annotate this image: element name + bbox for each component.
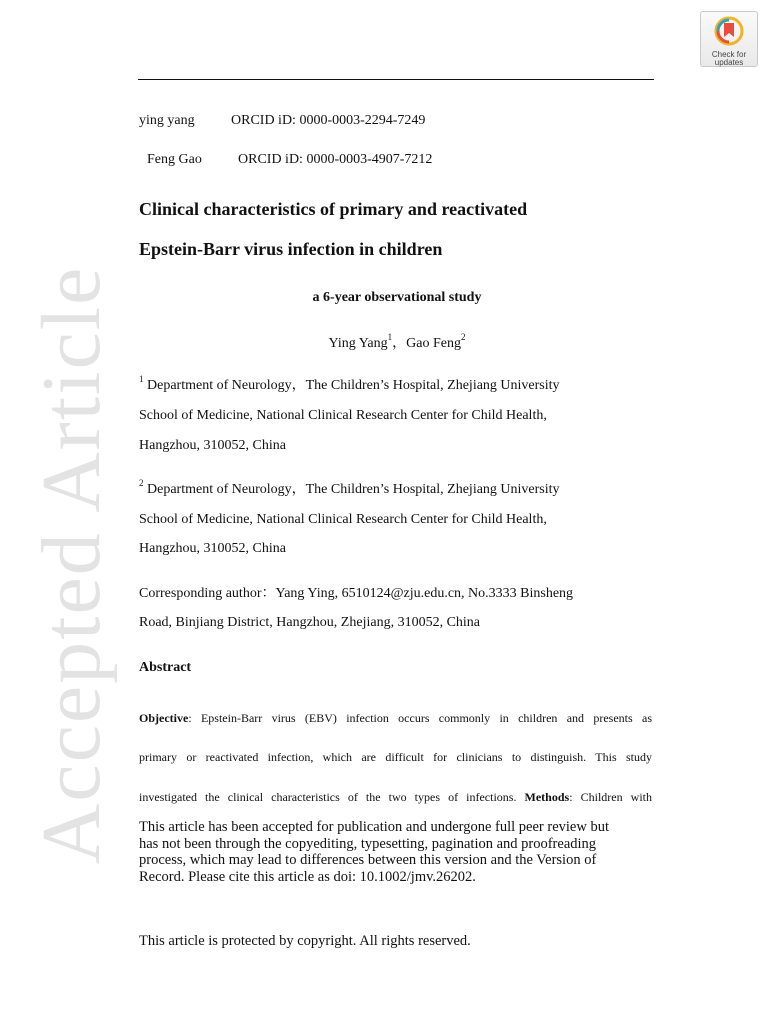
header-rule: [138, 79, 654, 80]
methods-label: Methods: [524, 790, 570, 804]
abstract-line1: [139, 711, 652, 725]
paper-title-line2: Epstein-Barr virus infection in children: [139, 239, 443, 259]
badge-label-line1: Check for: [711, 50, 747, 59]
corresponding-author-line2: Road, Binjiang District, Hangzhou, Zhejiang, 310052, China: [139, 615, 481, 630]
copyright-notice: This article is protected by copyright. All rights reserved.: [139, 933, 471, 949]
affiliation-2-mark: 2: [139, 478, 144, 489]
acceptance-notice: [139, 819, 655, 885]
crossmark-icon: [714, 16, 744, 46]
accepted-article-watermark: Accepted Article: [25, 265, 118, 865]
notice-line1: This article has been accepted for publication and undergone full peer review but: [139, 819, 609, 835]
affiliation-2-line2: School of Medicine, National Clinical Research Center for Child Health,: [139, 512, 547, 527]
author-list: [139, 332, 655, 352]
notice-line3: process, which may lead to differences between this version and the Version of: [139, 852, 597, 868]
affiliation-1-text: Department of Neurology，The Children’s Hospital, Zhejiang University: [147, 378, 560, 393]
orcid-author-name-2: Feng Gao: [147, 152, 202, 167]
paper-title-line1: Clinical characteristics of primary and reactivated: [139, 199, 528, 219]
affiliation-1-line3: Hangzhou, 310052, China: [139, 438, 286, 453]
affiliation-1-line1: [139, 374, 560, 394]
check-for-updates-badge[interactable]: [700, 11, 758, 67]
notice-line4: Record. Please cite this article as doi: 10.1002/jmv.26202.: [139, 868, 476, 885]
affiliation-1-mark: 1: [139, 374, 144, 385]
abstract-line3: [139, 790, 652, 804]
abstract-heading: Abstract: [139, 660, 192, 675]
orcid-author-name-1: ying yang: [139, 113, 195, 128]
author-separator: ，: [392, 336, 407, 351]
author-2: Gao Feng: [406, 336, 461, 351]
corresponding-author-line1: Corresponding author：Yang Ying, 6510124@zju.edu.cn, No.3333 Binsheng: [139, 586, 574, 601]
affiliation-2-line1: [139, 478, 560, 498]
affiliation-2-line3: Hangzhou, 310052, China: [139, 541, 286, 556]
orcid-id-2[interactable]: ORCID iD: 0000-0003-4907-7212: [238, 152, 433, 167]
orcid-id-1[interactable]: ORCID iD: 0000-0003-2294-7249: [231, 113, 426, 128]
author-1: Ying Yang: [328, 336, 388, 351]
author-2-affiliation-mark: 2: [460, 332, 466, 343]
affiliation-2-text: Department of Neurology，The Children’s Hospital, Zhejiang University: [147, 482, 560, 497]
paper-subtitle: a 6-year observational study: [312, 290, 482, 305]
abstract-line3-text: investigated the clinical characteristics of the two types of infections.: [139, 790, 525, 804]
objective-label: Objective: [139, 711, 189, 725]
notice-line2: has not been through the copyediting, typesetting, pagination and proofreading: [139, 835, 597, 852]
abstract-line3-tail: : Children with: [569, 790, 652, 804]
abstract-line1-text: : Epstein-Barr virus (EBV) infection occurs commonly in children and presents as: [188, 711, 652, 725]
badge-label-line2: updates: [714, 58, 744, 67]
affiliation-1-line2: School of Medicine, National Clinical Research Center for Child Health,: [139, 408, 547, 423]
author-1-affiliation-mark: 1: [387, 332, 393, 343]
abstract-line2: primary or reactivated infection, which are difficult for clinicians to distinguish. This study: [139, 750, 652, 764]
